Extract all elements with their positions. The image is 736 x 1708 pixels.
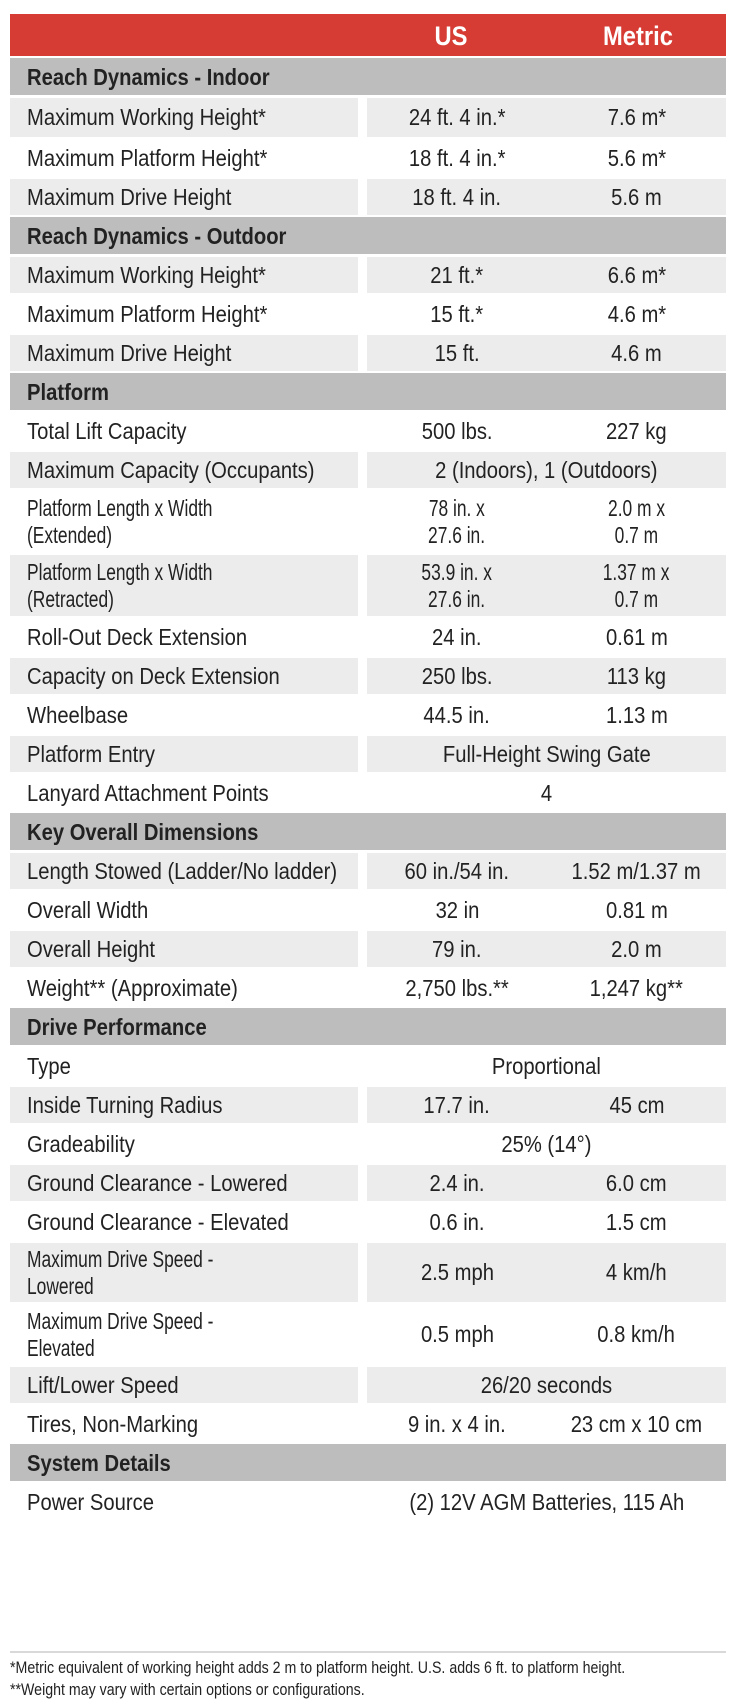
row-label: Maximum Platform Height*: [10, 296, 358, 332]
metric-value: 1.5 cm: [547, 1204, 726, 1240]
metric-value: 2.0 m: [547, 931, 726, 967]
us-value: 24 in.: [367, 619, 547, 655]
metric-value: 5.6 m: [547, 179, 726, 215]
row-label: Maximum Drive Height: [10, 335, 358, 371]
us-value: 15 ft.: [367, 335, 547, 371]
footnote-metric: *Metric equivalent of working height adds 2 m to platform height. U.S. adds 6 ft. to platform height.: [10, 1659, 626, 1677]
combined-value: Full-Height Swing Gate: [367, 736, 726, 772]
table-row: [10, 176, 726, 215]
row-label: Maximum Working Height*: [10, 257, 358, 293]
section-header-outdoor: Reach Dynamics - Outdoor: [10, 215, 726, 254]
us-value: 78 in. x 27.6 in.: [367, 491, 547, 552]
metric-value: 4.6 m: [547, 335, 726, 371]
combined-value: 26/20 seconds: [367, 1367, 726, 1403]
us-value: 2.4 in.: [367, 1165, 547, 1201]
metric-value: 1.37 m x 0.7 m: [547, 555, 726, 616]
row-label: Platform Length x Width (Extended): [10, 491, 358, 552]
footnotes: [10, 1651, 726, 1701]
row-label: Ground Clearance - Elevated: [10, 1204, 358, 1240]
combined-value: 4: [367, 775, 726, 811]
row-label: Maximum Drive Speed - Elevated: [10, 1305, 358, 1364]
row-label: Capacity on Deck Extension: [10, 658, 358, 694]
row-label: Maximum Drive Speed - Lowered: [10, 1243, 358, 1302]
table-row: [10, 1084, 726, 1123]
table-row: [10, 1364, 726, 1403]
row-label: Length Stowed (Ladder/No ladder): [10, 853, 358, 889]
row-label: Lift/Lower Speed: [10, 1367, 358, 1403]
us-column-header: US: [434, 21, 468, 51]
table-row: [10, 928, 726, 967]
metric-value: 0.8 km/h: [547, 1305, 726, 1364]
table-row: [10, 1481, 726, 1520]
metric-value: 1.52 m/1.37 m: [547, 853, 726, 889]
row-label: Wheelbase: [10, 697, 358, 733]
section-header-dimensions: Key Overall Dimensions: [10, 811, 726, 850]
combined-value: 2 (Indoors), 1 (Outdoors): [367, 452, 726, 488]
us-value: 21 ft.*: [367, 257, 547, 293]
metric-value: 45 cm: [547, 1087, 726, 1123]
row-label: Overall Height: [10, 931, 358, 967]
metric-value: 6.0 cm: [547, 1165, 726, 1201]
metric-value: 23 cm x 10 cm: [547, 1406, 726, 1442]
us-value: 44.5 in.: [367, 697, 547, 733]
table-row: [10, 694, 726, 733]
row-label: Gradeability: [10, 1126, 358, 1162]
metric-value: 227 kg: [547, 413, 726, 449]
table-row: [10, 332, 726, 371]
table-row: [10, 488, 726, 552]
row-label: Inside Turning Radius: [10, 1087, 358, 1123]
combined-value: Proportional: [367, 1048, 726, 1084]
table-row: [10, 449, 726, 488]
table-row: [10, 293, 726, 332]
row-label: Platform Entry: [10, 736, 358, 772]
table-row: [10, 410, 726, 449]
metric-value: 113 kg: [547, 658, 726, 694]
table-row: [10, 733, 726, 772]
metric-value: 5.6 m*: [547, 140, 726, 176]
row-label: Roll-Out Deck Extension: [10, 619, 358, 655]
table-row: [10, 95, 726, 137]
row-label: Total Lift Capacity: [10, 413, 358, 449]
us-value: 250 lbs.: [367, 658, 547, 694]
row-label: Type: [10, 1048, 358, 1084]
us-value: 79 in.: [367, 931, 547, 967]
table-row: [10, 1162, 726, 1201]
row-label: Tires, Non-Marking: [10, 1406, 358, 1442]
us-value: 18 ft. 4 in.: [367, 179, 547, 215]
metric-value: 4.6 m*: [547, 296, 726, 332]
us-value: 60 in./54 in.: [367, 853, 547, 889]
table-row: [10, 254, 726, 293]
table-row: [10, 616, 726, 655]
table-row: [10, 1045, 726, 1084]
section-header-platform: Platform: [10, 371, 726, 410]
metric-value: 7.6 m*: [547, 98, 726, 137]
us-value: 32 in: [367, 892, 547, 928]
combined-value: (2) 12V AGM Batteries, 115 Ah: [367, 1484, 726, 1520]
table-row: [10, 850, 726, 889]
section-header-drive: Drive Performance: [10, 1006, 726, 1045]
table-row: [10, 889, 726, 928]
row-label: Lanyard Attachment Points: [10, 775, 358, 811]
us-value: 18 ft. 4 in.*: [367, 140, 547, 176]
row-label: Maximum Drive Height: [10, 179, 358, 215]
row-label: Maximum Platform Height*: [10, 140, 358, 176]
row-label: Overall Width: [10, 892, 358, 928]
row-label: Power Source: [10, 1484, 358, 1520]
table-row: [10, 137, 726, 176]
table-header: [10, 14, 726, 56]
us-value: 500 lbs.: [367, 413, 547, 449]
row-label: Maximum Capacity (Occupants): [10, 452, 358, 488]
metric-column-header: Metric: [603, 21, 673, 51]
row-label: Ground Clearance - Lowered: [10, 1165, 358, 1201]
table-row: [10, 967, 726, 1006]
us-value: 15 ft.*: [367, 296, 547, 332]
us-value: 17.7 in.: [367, 1087, 547, 1123]
row-label: Weight** (Approximate): [10, 970, 358, 1006]
footnote-weight: **Weight may vary with certain options or configurations.: [10, 1681, 365, 1699]
metric-value: 2.0 m x 0.7 m: [547, 491, 726, 552]
table-row: [10, 552, 726, 616]
us-value: 2,750 lbs.**: [367, 970, 547, 1006]
row-label: Platform Length x Width (Retracted): [10, 555, 358, 616]
section-header-indoor: Reach Dynamics - Indoor: [10, 56, 726, 95]
metric-value: 4 km/h: [547, 1243, 726, 1302]
table-row: [10, 1201, 726, 1240]
section-header-system: System Details: [10, 1442, 726, 1481]
table-row: [10, 1302, 726, 1364]
spec-table: [10, 14, 726, 1520]
us-value: 0.6 in.: [367, 1204, 547, 1240]
table-row: [10, 772, 726, 811]
metric-value: 6.6 m*: [547, 257, 726, 293]
metric-value: 0.81 m: [547, 892, 726, 928]
us-value: 53.9 in. x 27.6 in.: [367, 555, 547, 616]
combined-value: 25% (14°): [367, 1126, 726, 1162]
metric-value: 0.61 m: [547, 619, 726, 655]
metric-value: 1,247 kg**: [547, 970, 726, 1006]
table-row: [10, 655, 726, 694]
table-row: [10, 1240, 726, 1302]
us-value: 0.5 mph: [367, 1305, 547, 1364]
metric-value: 1.13 m: [547, 697, 726, 733]
table-row: [10, 1123, 726, 1162]
us-value: 24 ft. 4 in.*: [367, 98, 547, 137]
table-row: [10, 1403, 726, 1442]
row-label: Maximum Working Height*: [10, 98, 358, 137]
us-value: 2.5 mph: [367, 1243, 547, 1302]
us-value: 9 in. x 4 in.: [367, 1406, 547, 1442]
